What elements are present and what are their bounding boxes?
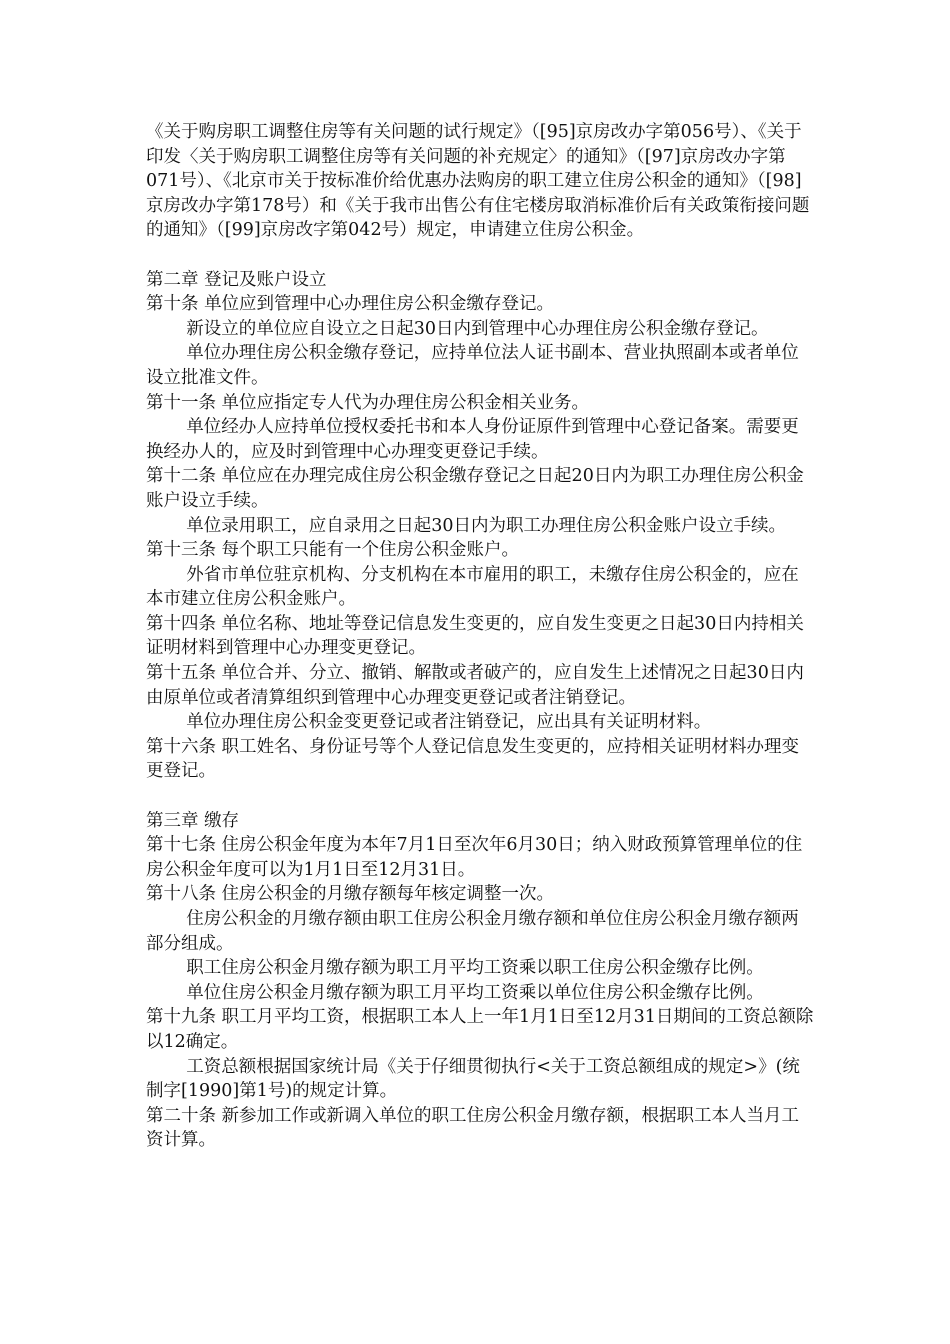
- paragraph: 《关于购房职工调整住房等有关问题的试行规定》（[95]京房改办字第056号）、《关于印发〈关于购房职工调整住房等有关问题的补充规定〉的通知》（[97]京房改办字第071号）、《北京市关于按标准价给优惠办法购房的职工建立住房公积金的通知》（[98]京房改办字第178号）和《关于我市出售公有住宅楼房取消标准价后有关政策衔接问题的通知》（[99]京房改字第042号）规定，申请建立住房公积金。: [146, 122, 810, 241]
- article-clause: 单位录用职工，应自录用之日起30日内为职工办理住房公积金账户设立手续。: [186, 515, 787, 536]
- chapter-heading: 第二章 登记及账户设立: [146, 269, 327, 290]
- article: 第十七条 住房公积金年度为本年7月1日至次年6月30日；纳入财政预算管理单位的住房公积金年度可以为1月1日至12月31日。: [146, 835, 803, 880]
- article-clause: 外省市单位驻京机构、分支机构在本市雇用的职工，未缴存住房公积金的，应在本市建立住房公积金账户。: [146, 564, 799, 610]
- article-clause: 单位办理住房公积金缴存登记，应持单位法人证书副本、营业执照副本或者单位设立批准文件。: [146, 343, 799, 388]
- article: 第十五条 单位合并、分立、撤销、解散或者破产的，应自发生上述情况之日起30日内由原单位或者清算组织到管理中心办理变更登记或者注销登记。: [146, 663, 804, 708]
- chapter-heading: 第三章 缴存: [146, 810, 240, 831]
- article-clause: 单位住房公积金月缴存额为职工月平均工资乘以单位住房公积金缴存比例。: [186, 982, 764, 1003]
- article-clause: 工资总额根据国家统计局《关于仔细贯彻执行<关于工资总额组成的规定>》(统制字[1990]第1号)的规定计算。: [146, 1056, 800, 1102]
- article: 第二十条 新参加工作或新调入单位的职工住房公积金月缴存额，根据职工本人当月工资计算。: [146, 1105, 800, 1151]
- article-clause: 职工住房公积金月缴存额为职工月平均工资乘以职工住房公积金缴存比例。: [186, 958, 764, 979]
- article: 第十二条 单位应在办理完成住房公积金缴存登记之日起20日内为职工办理住房公积金账户设立手续。: [146, 466, 804, 511]
- article: 第十三条 每个职工只能有一个住房公积金账户。: [146, 540, 520, 561]
- article-clause: 单位经办人应持单位授权委托书和本人身份证原件到管理中心登记备案。需要更换经办人的，应及时到管理中心办理变更登记手续。: [146, 417, 799, 462]
- blank-line: [146, 784, 816, 809]
- article-clause: 单位办理住房公积金变更登记或者注销登记，应出具有关证明材料。: [186, 712, 712, 733]
- article: 第十条 单位应到管理中心办理住房公积金缴存登记。: [146, 294, 555, 315]
- article: 第十九条 职工月平均工资，根据职工本人上一年1月1日至12月31日期间的工资总额除以12确定。: [146, 1007, 814, 1052]
- article: 第十六条 职工姓名、身份证号等个人登记信息发生变更的，应持相关证明材料办理变更登记。: [146, 736, 800, 782]
- blank-line: [146, 243, 816, 268]
- article: 第十一条 单位应指定专人代为办理住房公积金相关业务。: [146, 392, 590, 413]
- document-page: [146, 120, 816, 1153]
- article-clause: 住房公积金的月缴存额由职工住房公积金月缴存额和单位住房公积金月缴存额两部分组成。: [146, 909, 799, 954]
- article: 第十四条 单位名称、地址等登记信息发生变更的，应自发生变更之日起30日内持相关证明材料到管理中心办理变更登记。: [146, 613, 804, 659]
- article: 第十八条 住房公积金的月缴存额每年核定调整一次。: [146, 884, 555, 905]
- article-clause: 新设立的单位应自设立之日起30日内到管理中心办理住房公积金缴存登记。: [186, 318, 769, 339]
